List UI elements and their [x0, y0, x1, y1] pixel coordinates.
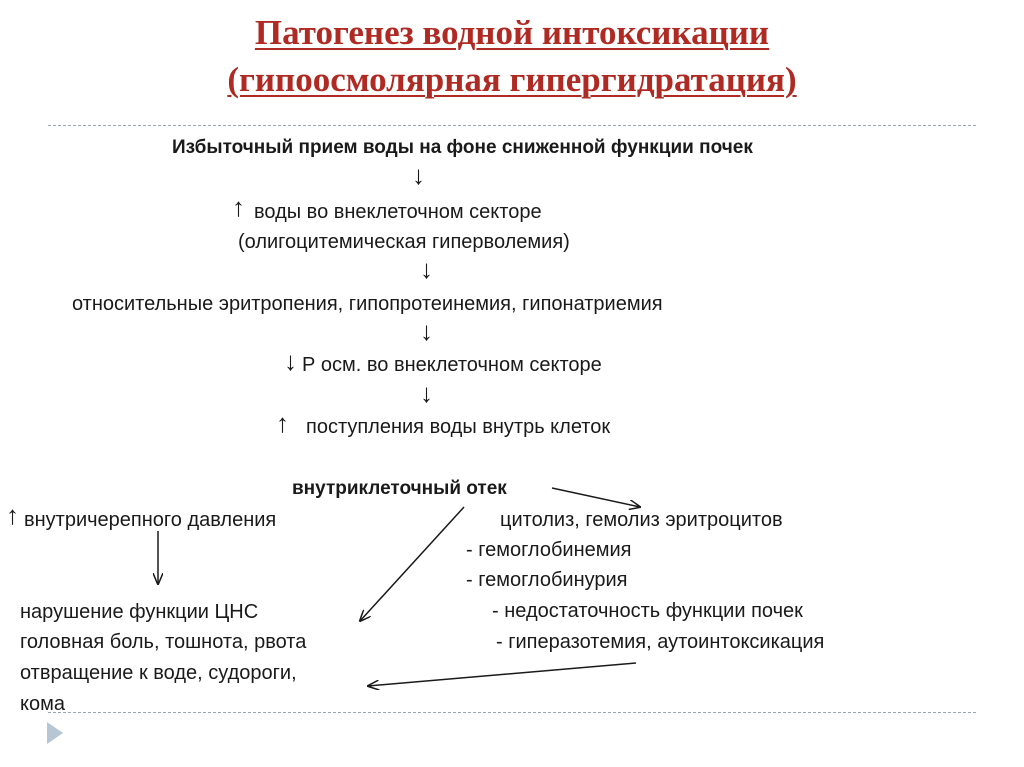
- left-branch-intracranial-pressure: внутричерепного давления: [24, 509, 277, 531]
- up-arrow-icon: ↑: [232, 192, 245, 222]
- left-branch-effect: головная боль, тошнота, рвота: [20, 631, 307, 653]
- left-branch-effect: кома: [20, 693, 65, 715]
- next-slide-icon[interactable]: [47, 722, 63, 744]
- flow-step-water-into-cells: поступления воды внутрь клеток: [306, 416, 611, 438]
- left-branch-effect: нарушение функции ЦНС: [20, 601, 259, 623]
- down-arrow-icon: ↓: [412, 160, 425, 190]
- left-branch-effect: отвращение к воде, судороги,: [20, 662, 297, 684]
- down-arrow-icon: ↓: [420, 254, 433, 284]
- flow-step-relative-deficits: относительные эритропения, гипопротеинемия, гипонатриемия: [72, 293, 663, 315]
- down-arrow-icon: ↓: [420, 378, 433, 408]
- arrow-intoxication-to-symptoms: [368, 663, 636, 686]
- down-arrow-icon: ↓: [284, 346, 297, 376]
- right-branch-effect: - гиперазотемия, аутоинтоксикация: [496, 631, 825, 653]
- down-arrow-icon: ↓: [420, 316, 433, 346]
- up-arrow-icon: ↑: [6, 500, 19, 530]
- right-branch-effect: - гемоглобинемия: [466, 539, 632, 561]
- bottom-divider: [48, 712, 976, 713]
- slide-title-line-1: Патогенез водной интоксикации: [254, 13, 770, 52]
- flow-step-excess-water: Избыточный прием воды на фоне сниженной функции почек: [172, 137, 753, 158]
- flow-step-intracellular-edema: внутриклеточный отек: [292, 478, 507, 499]
- up-arrow-icon: ↑: [276, 408, 289, 438]
- right-branch-cytolysis: цитолиз, гемолиз эритроцитов: [500, 509, 783, 531]
- arrow-edema-to-cns: [360, 507, 464, 621]
- right-branch-effect: - недостаточность функции почек: [492, 600, 803, 622]
- flow-step-extracellular-water: воды во внеклеточном секторе: [254, 201, 542, 223]
- arrow-edema-to-cytolysis: [552, 488, 640, 507]
- right-branch-effect: - гемоглобинурия: [466, 569, 628, 591]
- slide-title-line-2: (гипоосмолярная гипергидратация): [227, 60, 797, 99]
- flow-step-hypervolemia: (олигоцитемическая гиперволемия): [238, 231, 570, 253]
- flow-step-osmotic-pressure: Р осм. во внеклеточном секторе: [302, 354, 602, 376]
